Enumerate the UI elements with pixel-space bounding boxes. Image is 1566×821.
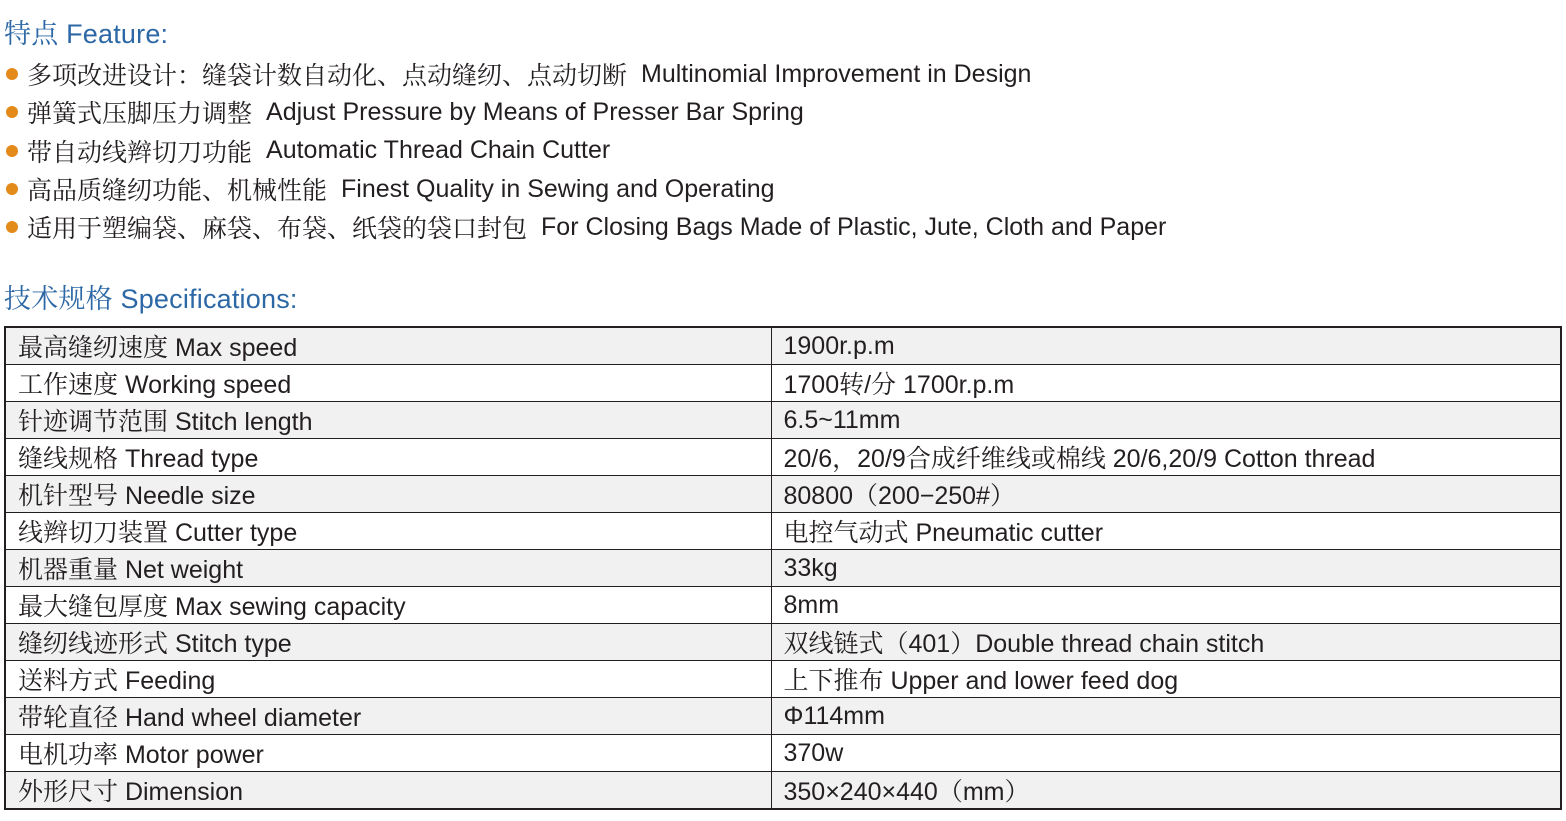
spec-value: 20/6，20/9合成纤维线或棉线 20/6,20/9 Cotton thread	[771, 439, 1561, 476]
table-row	[5, 624, 1561, 661]
spec-value: 1900r.p.m	[771, 327, 1561, 365]
table-row	[5, 365, 1561, 402]
spec-value: 80800（200−250#）	[771, 476, 1561, 513]
feature-text-cn: 适用于塑编袋、麻袋、布袋、纸袋的袋口封包	[27, 215, 528, 244]
spec-label: 最高缝纫速度 Max speed	[5, 327, 771, 365]
feature-text-cn: 弹簧式压脚压力调整	[27, 100, 253, 129]
feature-item	[6, 170, 1166, 208]
table-row	[5, 402, 1561, 439]
bullet-dot-icon	[6, 145, 18, 157]
spec-label: 最大缝包厚度 Max sewing capacity	[5, 587, 771, 624]
spec-label: 缝线规格 Thread type	[5, 439, 771, 476]
spec-value: 33kg	[771, 550, 1561, 587]
table-row	[5, 550, 1561, 587]
spec-value: 1700转/分 1700r.p.m	[771, 365, 1561, 402]
feature-item	[6, 93, 1166, 131]
table-row	[5, 476, 1561, 513]
feature-text-cn: 高品质缝纫功能、机械性能	[27, 177, 328, 206]
spec-label: 带轮直径 Hand wheel diameter	[5, 698, 771, 735]
specifications-table	[4, 326, 1562, 810]
bullet-dot-icon	[6, 183, 18, 195]
spec-label: 线辫切刀装置 Cutter type	[5, 513, 771, 550]
spec-value: 双线链式（401）Double thread chain stitch	[771, 624, 1561, 661]
spec-label: 机针型号 Needle size	[5, 476, 771, 513]
feature-text-en: Multinomial Improvement in Design	[641, 59, 1032, 88]
specifications-heading: 技术规格 Specifications:	[4, 284, 298, 314]
feature-text-en: For Closing Bags Made of Plastic, Jute, Cloth and Paper	[541, 212, 1167, 241]
table-row	[5, 661, 1561, 698]
spec-label: 缝纫线迹形式 Stitch type	[5, 624, 771, 661]
bullet-dot-icon	[6, 68, 18, 80]
table-row	[5, 587, 1561, 624]
feature-item	[6, 208, 1166, 246]
feature-text-en: Adjust Pressure by Means of Presser Bar Spring	[266, 97, 804, 126]
features-heading: 特点 Feature:	[4, 19, 169, 49]
spec-value: 8mm	[771, 587, 1561, 624]
table-row	[5, 327, 1561, 365]
table-row	[5, 698, 1561, 735]
spec-label: 送料方式 Feeding	[5, 661, 771, 698]
feature-item	[6, 132, 1166, 170]
feature-text-cn: 多项改进设计：缝袋计数自动化、点动缝纫、点动切断	[27, 62, 628, 91]
spec-value: 上下推布 Upper and lower feed dog	[771, 661, 1561, 698]
spec-label: 针迹调节范围 Stitch length	[5, 402, 771, 439]
spec-value: 350×240×440（mm）	[771, 772, 1561, 810]
feature-list	[6, 55, 1166, 246]
spec-value: 370w	[771, 735, 1561, 772]
feature-text-cn: 带自动线辫切刀功能	[27, 138, 253, 167]
spec-label: 外形尺寸 Dimension	[5, 772, 771, 810]
table-row	[5, 513, 1561, 550]
table-row	[5, 772, 1561, 810]
spec-label: 电机功率 Motor power	[5, 735, 771, 772]
bullet-dot-icon	[6, 106, 18, 118]
feature-item	[6, 55, 1166, 93]
table-row	[5, 439, 1561, 476]
spec-label: 机器重量 Net weight	[5, 550, 771, 587]
feature-text-en: Finest Quality in Sewing and Operating	[341, 174, 775, 203]
spec-value: 6.5~11mm	[771, 402, 1561, 439]
table-row	[5, 735, 1561, 772]
spec-value: Φ114mm	[771, 698, 1561, 735]
spec-value: 电控气动式 Pneumatic cutter	[771, 513, 1561, 550]
feature-text-en: Automatic Thread Chain Cutter	[266, 136, 611, 165]
spec-label: 工作速度 Working speed	[5, 365, 771, 402]
bullet-dot-icon	[6, 221, 18, 233]
